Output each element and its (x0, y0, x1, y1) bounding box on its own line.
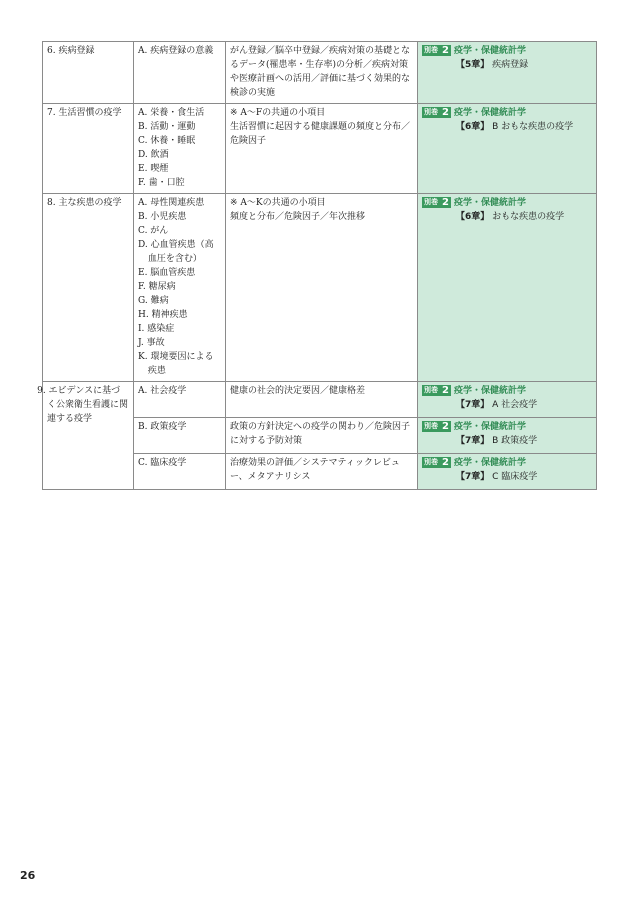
section-label: 疾病登録 (492, 60, 529, 70)
topic-cell: 6. 疾病登録 (43, 42, 134, 104)
reference-cell (418, 382, 597, 418)
volume-number: 2 (440, 421, 451, 432)
reference-cell (418, 104, 597, 194)
reference (422, 44, 592, 72)
content-text: 生活習慣に起因する健康課題の頻度と分布／危険因子 (230, 122, 411, 146)
item-cell: A. 社会疫学 (134, 382, 226, 418)
volume-badge: 別巻 (424, 46, 438, 54)
reference-cell (418, 418, 597, 454)
item-label: H. 精神疾患 (138, 310, 188, 320)
reference (422, 106, 592, 134)
reference-cell (418, 454, 597, 490)
chapter-label: 【6章】 (456, 122, 490, 132)
content-cell: 政策の方針決定への疫学の関わり／危険因子に対する予防対策 (226, 418, 418, 454)
topic-cell: 9. エビデンスに基づく公衆衛生看護に関連する疫学 (43, 382, 134, 490)
reference-title: 疫学・保健統計学 (454, 422, 527, 432)
table-row (43, 42, 597, 104)
item-label: F. 歯・口腔 (138, 178, 185, 188)
item-cell: B. 政策疫学 (134, 418, 226, 454)
item-cell (134, 194, 226, 382)
reference (422, 420, 592, 448)
item-cell: A. 疾病登録の意義 (134, 42, 226, 104)
syllabus-table (37, 41, 597, 490)
reference-title: 疫学・保健統計学 (454, 46, 527, 56)
reference-cell (418, 194, 597, 382)
content-cell (226, 194, 418, 382)
reference (422, 456, 592, 484)
reference-cell (418, 42, 597, 104)
content-cell: がん登録／脳卒中登録／疾病対策の基礎となるデータ(罹患率・生存率)の分析／疾病対策や医療計画への活用／評価に基づく効果的な検診の実施 (226, 42, 418, 104)
volume-number: 2 (440, 457, 451, 468)
section-label: おもな疾患の疫学 (492, 212, 565, 222)
reference-title: 疫学・保健統計学 (454, 108, 527, 118)
volume-badge: 別巻 (424, 458, 438, 466)
topic-cell: 7. 生活習慣の疫学 (43, 104, 134, 194)
volume-number: 2 (440, 45, 451, 56)
table-row (43, 194, 597, 382)
section-label: A 社会疫学 (492, 400, 538, 410)
reference-title: 疫学・保健統計学 (454, 198, 527, 208)
content-note: ※ A～Kの共通の小項目 (230, 198, 326, 208)
item-label: E. 脳血管疾患 (138, 268, 196, 278)
volume-badge: 別巻 (424, 108, 438, 116)
item-label: D. 飲酒 (138, 150, 169, 160)
chapter-label: 【7章】 (456, 436, 490, 446)
item-label: C. 休養・睡眠 (138, 136, 196, 146)
reference-title: 疫学・保健統計学 (454, 386, 527, 396)
item-label: F. 糖尿病 (138, 282, 176, 292)
volume-number: 2 (440, 197, 451, 208)
item-label: A. 栄養・食生活 (138, 108, 205, 118)
item-label: B. 小児疾患 (138, 212, 187, 222)
volume-badge: 別巻 (424, 198, 438, 206)
item-label: G. 難病 (138, 296, 169, 306)
page-number: 26 (20, 869, 36, 882)
chapter-label: 【5章】 (456, 60, 490, 70)
content-cell (226, 104, 418, 194)
volume-badge: 別巻 (424, 422, 438, 430)
item-label: B. 活動・運動 (138, 122, 196, 132)
content-cell: 健康の社会的決定要因／健康格差 (226, 382, 418, 418)
item-label: K. 環境要因による疾患 (138, 352, 214, 376)
item-label: J. 事故 (138, 338, 165, 348)
section-label: B 政策疫学 (492, 436, 538, 446)
table-row (43, 104, 597, 194)
volume-number: 2 (440, 385, 451, 396)
section-label: C 臨床疫学 (492, 472, 538, 482)
content-text: 頻度と分布／危険因子／年次推移 (230, 212, 366, 222)
chapter-label: 【7章】 (456, 472, 490, 482)
item-cell (134, 104, 226, 194)
topic-cell: 8. 主な疾患の疫学 (43, 194, 134, 382)
content-note: ※ A～Fの共通の小項目 (230, 108, 326, 118)
reference (422, 196, 592, 224)
reference (422, 384, 592, 412)
item-label: C. がん (138, 226, 169, 236)
volume-number: 2 (440, 107, 451, 118)
item-cell: C. 臨床疫学 (134, 454, 226, 490)
item-label: I. 感染症 (138, 324, 175, 334)
chapter-label: 【6章】 (456, 212, 490, 222)
section-label: B おもな疾患の疫学 (492, 122, 574, 132)
volume-badge: 別巻 (424, 386, 438, 394)
content-cell: 治療効果の評価／システマティックレビュー、メタアナリシス (226, 454, 418, 490)
reference-title: 疫学・保健統計学 (454, 458, 527, 468)
item-label: E. 喫煙 (138, 164, 169, 174)
item-label: A. 母性関連疾患 (138, 198, 205, 208)
item-label: D. 心血管疾患（高血圧を含む） (138, 240, 214, 264)
chapter-label: 【7章】 (456, 400, 490, 410)
table-row (43, 382, 597, 418)
